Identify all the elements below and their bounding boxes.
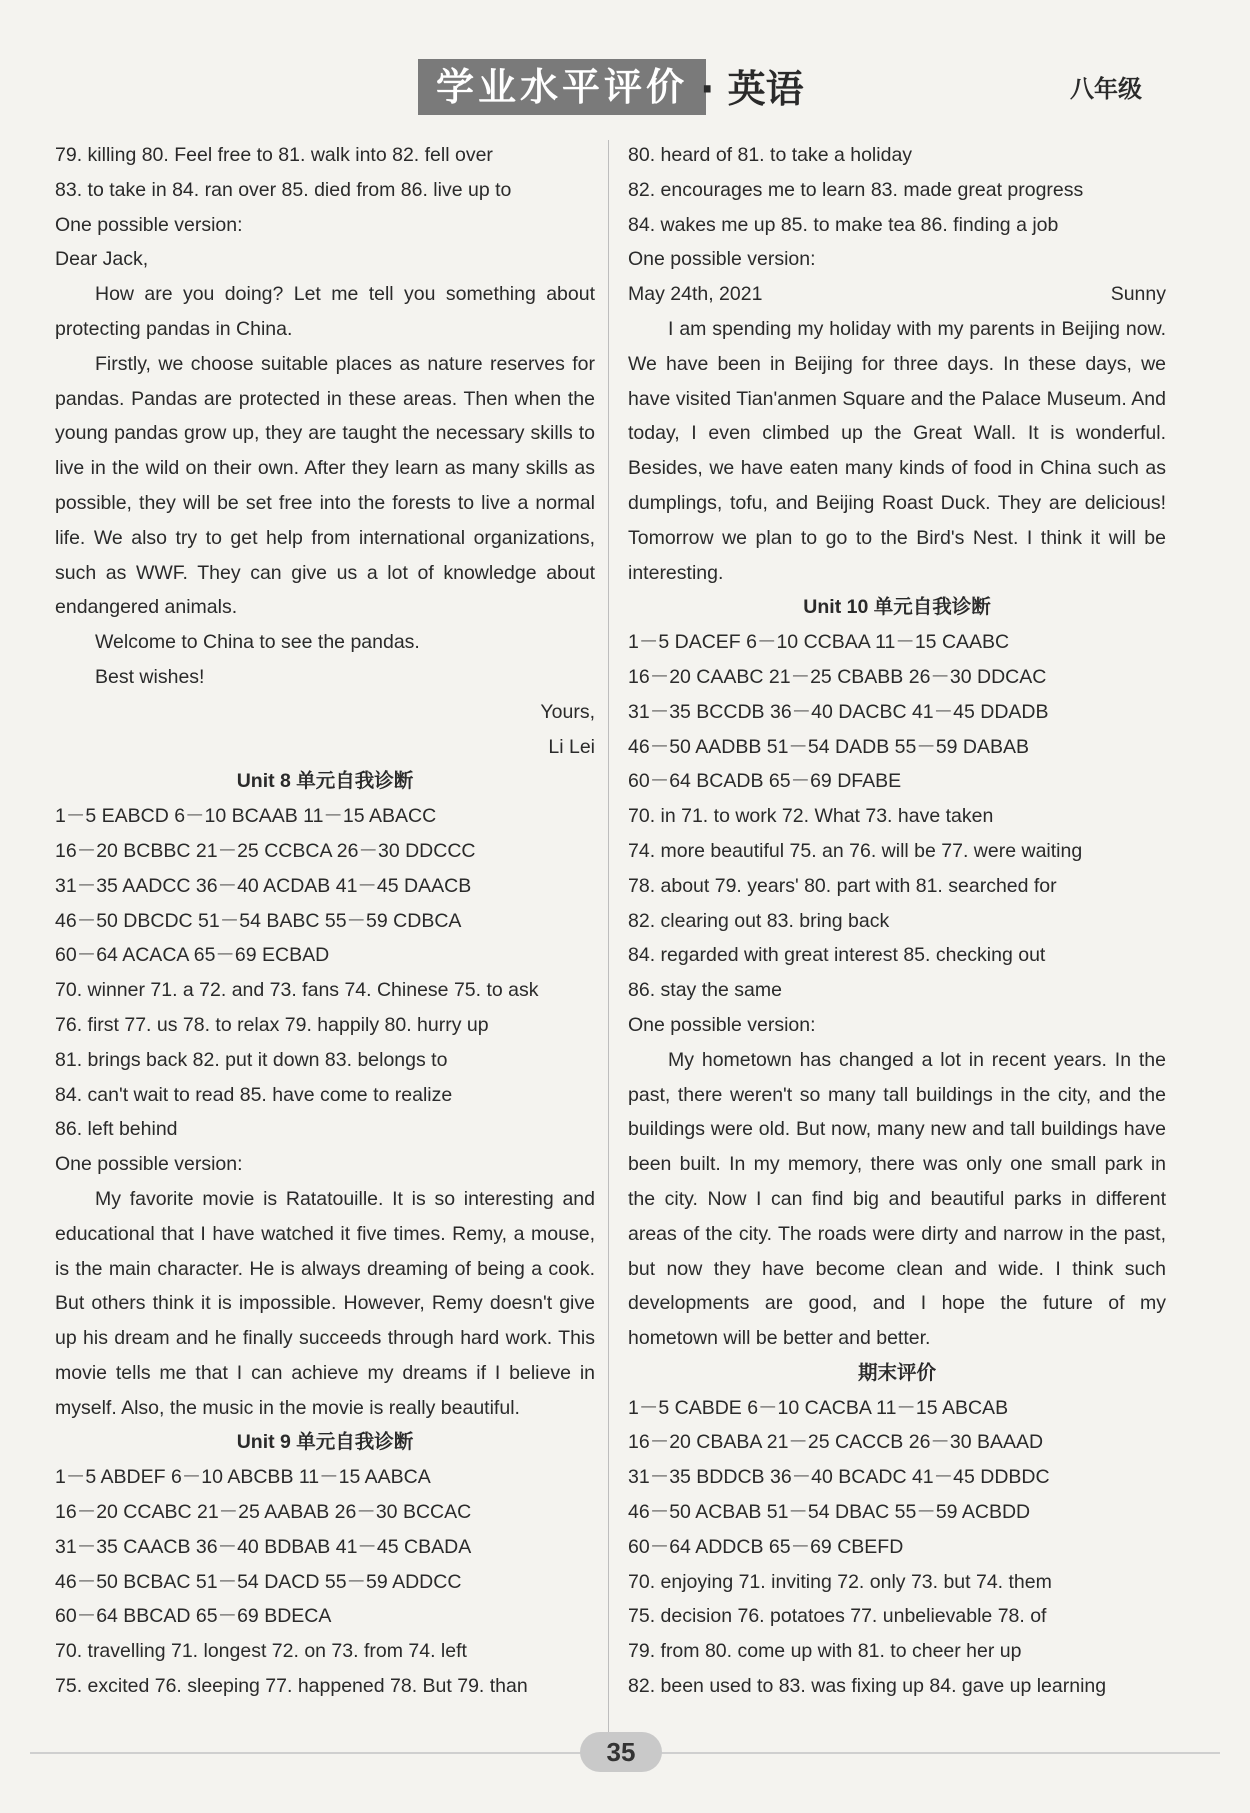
answer-line: 79. from 80. come up with 81. to cheer her up — [628, 1640, 1022, 1663]
column-divider — [608, 140, 609, 1750]
unit9-heading: Unit 9 单元自我诊断 — [236, 1431, 414, 1454]
page-number: 35 — [580, 1732, 662, 1772]
left-column — [55, 138, 595, 1704]
version-label: One possible version: — [55, 213, 243, 236]
hometown-paragraph: My hometown has changed a lot in recent years. In the past, there weren't so many tall buildings in the city, and the buildings were old. But now, many new and tall buildings have been built. In my memory, there was only one small park in the city. Now I can find big and beautiful parks in different areas of the city. The roads were dirty and narrow in the past, but now they have become clean and wide. I think such developments are good, and I hope the future of my hometown will be better and better. — [628, 1048, 1166, 1350]
answer-line: 84. regarded with great interest 85. checking out — [628, 944, 1046, 967]
answer-line: 1－5 DACEF 6－10 CCBAA 11－15 CAABC — [628, 631, 1010, 654]
answer-line: 76. first 77. us 78. to relax 79. happily 80. hurry up — [55, 1013, 489, 1036]
answer-line: 78. about 79. years' 80. part with 81. searched for — [628, 874, 1057, 897]
answer-line: 1－5 EABCD 6－10 BCAAB 11－15 ABACC — [55, 805, 437, 828]
answer-line: 79. killing 80. Feel free to 81. walk into 82. fell over — [55, 144, 493, 166]
answer-line: 16－20 CCABC 21－25 AABAB 26－30 BCCAC — [55, 1501, 472, 1524]
answer-line: 82. encourages me to learn 83. made great progress — [628, 178, 1084, 201]
answer-line: 16－20 BCBBC 21－25 CCBCA 26－30 DDCCC — [55, 839, 476, 862]
answer-line: 84. wakes me up 85. to make tea 86. finding a job — [628, 213, 1059, 236]
answer-line: 86. left behind — [55, 1118, 178, 1141]
answer-line: 81. brings back 82. put it down 83. belongs to — [55, 1048, 448, 1071]
answer-line: 46－50 ACBAB 51－54 DBAC 55－59 ACBDD — [628, 1501, 1031, 1524]
unit8-heading: Unit 8 单元自我诊断 — [236, 770, 414, 793]
unit10-heading: Unit 10 单元自我诊断 — [803, 596, 991, 619]
letter-closing: Yours, — [540, 700, 595, 723]
answer-line: 60－64 ADDCB 65－69 CBEFD — [628, 1535, 904, 1558]
letter-signature: Li Lei — [548, 735, 595, 758]
answer-line: 60－64 BBCAD 65－69 BDECA — [55, 1605, 332, 1628]
right-column — [628, 138, 1166, 1704]
book-title: 学业水平评价 — [418, 59, 706, 115]
final-heading: 期末评价 — [857, 1361, 936, 1384]
answer-line: 1－5 ABDEF 6－10 ABCBB 11－15 AABCA — [55, 1466, 431, 1489]
letter-paragraph: Firstly, we choose suitable places as nature reserves for pandas. Pandas are protected in these areas. Then when the young pandas grow up, they are taught the necessary skills to live in the wild on their own. After they learn as many skills as possible, they will be set free into the forests to live a normal life. We also try to get help from international organizations, such as WWF. They can give us a lot of knowledge about endangered animals. — [55, 352, 595, 619]
diary-header — [628, 277, 1166, 312]
diary-paragraph: I am spending my holiday with my parents in Beijing now. We have been in Beijing for three days. In these days, we have visited Tian'anmen Square and the Palace Museum. And today, I even climbed up the Great Wall. It is wonderful. Besides, we have eaten many kinds of food in China such as dumplings, tofu, and Beijing Roast Duck. They are delicious! Tomorrow we plan to go to the Bird's Nest. I think it will be interesting. — [628, 317, 1166, 584]
answer-line: 1－5 CABDE 6－10 CACBA 11－15 ABCAB — [628, 1396, 1009, 1419]
answer-line: 60－64 ACACA 65－69 ECBAD — [55, 944, 330, 967]
answer-line: 82. been used to 83. was fixing up 84. gave up learning — [628, 1675, 1107, 1698]
version-label: One possible version: — [628, 1013, 816, 1036]
answer-line: 46－50 AADBB 51－54 DADB 55－59 DABAB — [628, 735, 1030, 758]
answer-line: 46－50 DBCDC 51－54 BABC 55－59 CDBCA — [55, 909, 462, 932]
version-label: One possible version: — [628, 248, 816, 271]
answer-line: 16－20 CBABA 21－25 CACCB 26－30 BAAAD — [628, 1431, 1044, 1454]
answer-line: 70. in 71. to work 72. What 73. have taken — [628, 805, 994, 828]
answer-line: 31－35 AADCC 36－40 ACDAB 41－45 DAACB — [55, 874, 472, 897]
letter-paragraph: Welcome to China to see the pandas. — [95, 631, 420, 654]
answer-line: 75. excited 76. sleeping 77. happened 78. But 79. than — [55, 1675, 528, 1698]
answer-line: 75. decision 76. potatoes 77. unbelievable 78. of — [628, 1605, 1047, 1628]
diary-weather: Sunny — [1110, 283, 1166, 306]
answer-line: 82. clearing out 83. bring back — [628, 909, 890, 932]
answer-line: 80. heard of 81. to take a holiday — [628, 144, 913, 166]
letter-paragraph: Best wishes! — [95, 665, 205, 688]
subject-label: · 英语 — [700, 67, 804, 111]
answer-line: 16－20 CAABC 21－25 CBABB 26－30 DDCAC — [628, 665, 1047, 688]
answer-line: 74. more beautiful 75. an 76. will be 77. were waiting — [628, 839, 1083, 862]
page-header — [0, 55, 1250, 125]
answer-line: 60－64 BCADB 65－69 DFABE — [628, 770, 902, 793]
answer-line: 31－35 CAACB 36－40 BDBAB 41－45 CBADA — [55, 1535, 472, 1558]
answer-line: 46－50 BCBAC 51－54 DACD 55－59 ADDCC — [55, 1570, 462, 1593]
letter-salutation: Dear Jack, — [55, 248, 149, 271]
answer-line: 84. can't wait to read 85. have come to realize — [55, 1083, 453, 1106]
letter-paragraph: How are you doing? Let me tell you something about protecting pandas in China. — [55, 283, 595, 340]
answer-line: 86. stay the same — [628, 979, 782, 1002]
answer-line: 70. travelling 71. longest 72. on 73. from 74. left — [55, 1640, 467, 1663]
answer-line: 31－35 BDDCB 36－40 BCADC 41－45 DDBDC — [628, 1466, 1050, 1489]
diary-date: May 24th, 2021 — [628, 283, 763, 306]
movie-paragraph: My favorite movie is Ratatouille. It is so interesting and educational that I have watched it five times. Remy, a mouse, is the main character. He is always dreaming of being a cook. But others think it is impossible. However, Remy doesn't give up his dream and he finally succeeds through hard work. This movie tells me that I can achieve my dreams if I believe in myself. Also, the music in the movie is really beautiful. — [55, 1187, 595, 1419]
answer-line: 70. enjoying 71. inviting 72. only 73. but 74. them — [628, 1570, 1052, 1593]
answer-line: 31－35 BCCDB 36－40 DACBC 41－45 DDADB — [628, 700, 1049, 723]
version-label: One possible version: — [55, 1153, 243, 1176]
grade-label: 八年级 — [1070, 75, 1142, 103]
answer-line: 83. to take in 84. ran over 85. died from 86. live up to — [55, 178, 512, 201]
answer-line: 70. winner 71. a 72. and 73. fans 74. Chinese 75. to ask — [55, 979, 539, 1002]
